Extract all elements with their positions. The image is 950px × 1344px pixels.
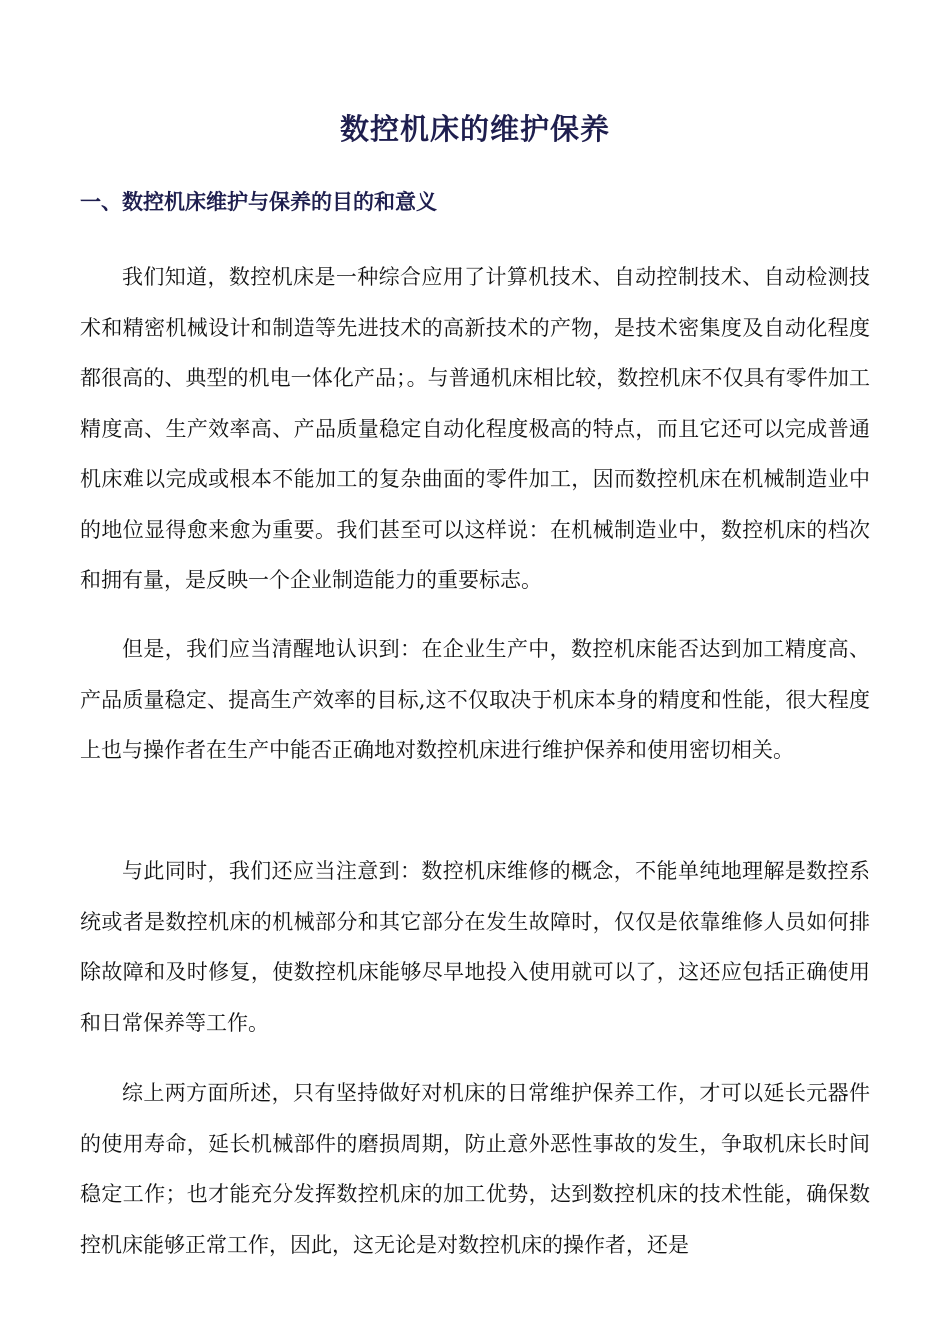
- body-paragraph-2: 但是，我们应当清醒地认识到：在企业生产中，数控机床能否达到加工精度高、产品质量稳定、提高生产效率的目标,这不仅取决于机床本身的精度和性能，很大程度上也与操作者在生产中能否正确地对数控机床进行维护保养和使用密切相关。: [80, 637, 870, 762]
- body-paragraph-3: 与此同时，我们还应当注意到：数控机床维修的概念，不能单纯地理解是数控系统或者是数控机床的机械部分和其它部分在发生故障时，仅仅是依靠维修人员如何排除故障和及时修复，使数控机床能够尽早地投入使用就可以了，这还应包括正确使用和日常保养等工作。: [80, 859, 870, 1035]
- document-title: 数控机床的维护保养: [339, 112, 610, 146]
- section-heading: 一、数控机床维护与保养的目的和意义: [80, 189, 437, 214]
- body-paragraph-1: 我们知道，数控机床是一种综合应用了计算机技术、自动控制技术、自动检测技术和精密机械设计和制造等先进技术的高新技术的产物，是技术密集度及自动化程度都很高的、典型的机电一体化产品；。与普通机床相比较，数控机床不仅具有零件加工精度高、生产效率高、产品质量稳定自动化程度极高的特点，而且它还可以完成普通机床难以完成或根本不能加工的复杂曲面的零件加工，因而数控机床在机械制造业中的地位显得愈来愈为重要。我们甚至可以这样说：在机械制造业中，数控机床的档次和拥有量，是反映一个企业制造能力的重要标志。: [80, 265, 870, 592]
- body-paragraph-4: 综上两方面所述，只有坚持做好对机床的日常维护保养工作，才可以延长元器件的使用寿命，延长机械部件的磨损周期，防止意外恶性事故的发生，争取机床长时间稳定工作；也才能充分发挥数控机床的加工优势，达到数控机床的技术性能，确保数控机床能够正常工作，因此，这无论是对数控机床的操作者，还是: [80, 1081, 870, 1257]
